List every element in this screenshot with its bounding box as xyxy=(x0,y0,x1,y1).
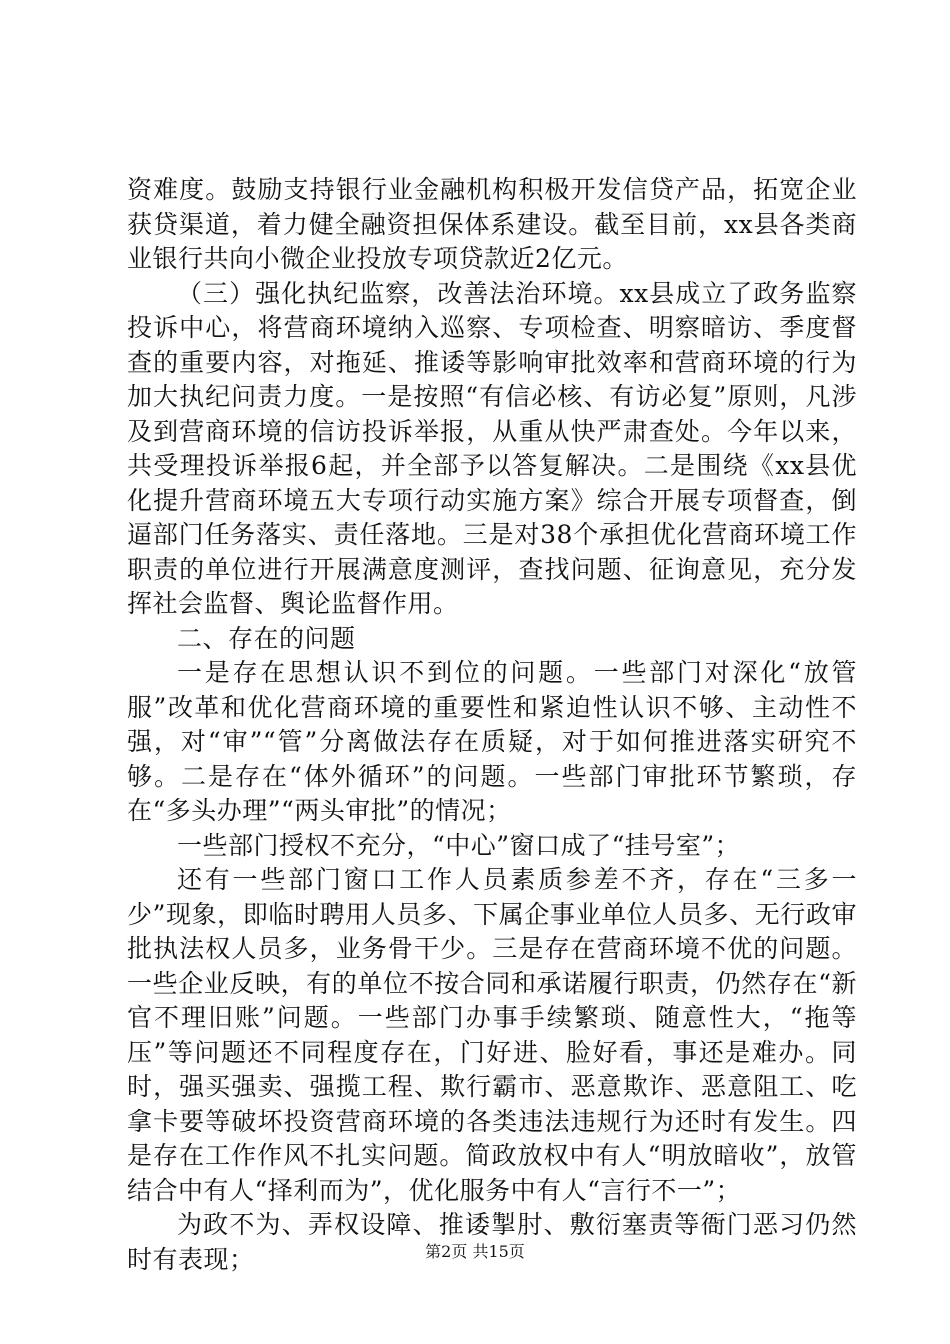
section-heading: 二、存在的问题 xyxy=(177,623,356,653)
page-footer: 第2页 共15页 xyxy=(425,1242,525,1261)
paragraph-6: 为政不为、弄权设障、推诿掣肘、敷衍塞责等衙门恶习仍然时有表现； xyxy=(127,1210,857,1274)
paragraph-2: （三）强化执纪监察，改善法治环境。xx县成立了政务监察投诉中心，将营商环境纳入巡察、专项检查、明察暗访、季度督查的重要内容，对拖延、推诿等影响审批效率和营商环境的行为加大执纪问责力度。一是按照“有信必核、有访必复”原则，凡涉及到营商环境的信访投诉举报，从重从快严肃查处。今年以来，共受理投诉举报6起，并全部予以答复解决。二是围绕《xx县优化提升营商环境五大专项行动实施方案》综合开展专项督查，倒逼部门任务落实、责任落地。三是对38个承担优化营商环境工作职责的单位进行开展满意度测评，查找问题、征询意见，充分发挥社会监督、舆论监督作用。 xyxy=(127,278,857,618)
paragraph-5: 还有一些部门窗口工作人员素质参差不齐，存在“三多一少”现象，即临时聘用人员多、下属企事业单位人员多、无行政审批执法权人员多，业务骨干少。三是存在营商环境不优的问题。一些企业反映，有的单位不按合同和承诺履行职责，仍然存在“新官不理旧账”问题。一些部门办事手续繁琐、随意性大，“拖等压”等问题还不同程度存在，门好进、脸好看，事还是难办。同时，强买强卖、强揽工程、欺行霸市、恶意欺诈、恶意阻工、吃拿卡要等破坏投资营商环境的各类违法违规行为还时有发生。四是存在工作作风不扎实问题。简政放权中有人“明放暗收”，放管结合中有人“择利而为”，优化服务中有人“言行不一”； xyxy=(127,865,857,1205)
document-body xyxy=(127,173,857,1277)
paragraph-4: 一些部门授权不充分，“中心”窗口成了“挂号室”； xyxy=(177,830,741,860)
paragraph-1: 资难度。鼓励支持银行业金融机构积极开发信贷产品，拓宽企业获贷渠道，着力健全融资担保体系建设。截至目前，xx县各类商业银行共向小微企业投放专项贷款近2亿元。 xyxy=(127,175,857,273)
paragraph-3: 一是存在思想认识不到位的问题。一些部门对深化“放管服”改革和优化营商环境的重要性和紧迫性认识不够、主动性不强，对“审”“管”分离做法存在质疑，对于如何推进落实研究不够。二是存在“体外循环”的问题。一些部门审批环节繁琐，存在“多头办理”“两头审批”的情况； xyxy=(127,658,857,825)
